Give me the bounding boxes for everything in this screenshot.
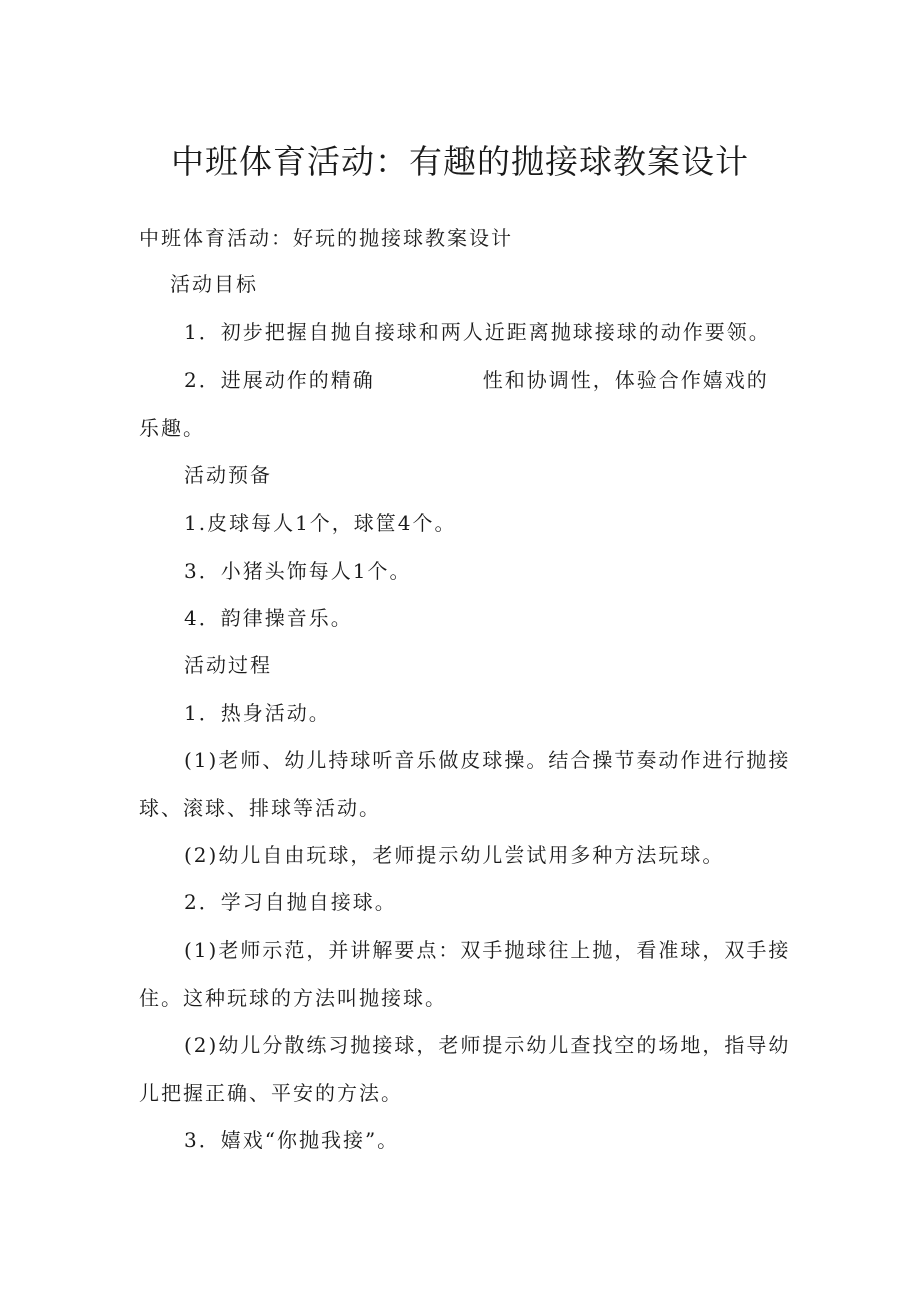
process-step-2-1-continuation: 住。这种玩球的方法叫抛接球。 xyxy=(139,986,447,1010)
document-title: 中班体育活动：有趣的抛接球教案设计 xyxy=(171,142,749,181)
section-heading-prep: 活动预备 xyxy=(184,463,272,487)
goal-item-2-part-a: 2．进展动作的精确 xyxy=(184,368,375,392)
goal-item-2 xyxy=(184,366,769,394)
prep-item-4: 4．韵律操音乐。 xyxy=(184,606,353,630)
process-step-3: 3．嬉戏“你抛我接”。 xyxy=(184,1128,400,1152)
process-step-1-2: (2)幼儿自由玩球，老师提示幼儿尝试用多种方法玩球。 xyxy=(184,843,725,867)
goal-item-2-part-b: 性和协调性，体验合作嬉戏的 xyxy=(482,368,769,392)
process-step-2-2: (2)幼儿分散练习抛接球，老师提示幼儿查找空的场地，指导幼 xyxy=(184,1033,791,1057)
section-heading-goals: 活动目标 xyxy=(170,272,258,296)
goal-item-2-continuation: 乐趣。 xyxy=(139,416,205,440)
process-step-1-1-continuation: 球、滚球、排球等活动。 xyxy=(139,796,381,820)
process-step-2: 2．学习自抛自接球。 xyxy=(184,890,397,914)
prep-item-1: 1.皮球每人1个，球筐4个。 xyxy=(184,511,457,535)
process-step-1: 1．热身活动。 xyxy=(184,701,331,725)
prep-item-3: 3．小猪头饰每人1个。 xyxy=(184,559,412,583)
goal-item-1: 1．初步把握自抛自接球和两人近距离抛球接球的动作要领。 xyxy=(184,320,771,344)
process-step-2-1: (1)老师示范，并讲解要点：双手抛球往上抛，看准球，双手接 xyxy=(184,938,791,962)
section-heading-process: 活动过程 xyxy=(184,653,272,677)
process-step-1-1: (1)老师、幼儿持球听音乐做皮球操。结合操节奏动作进行抛接 xyxy=(184,748,791,772)
document-subtitle: 中班体育活动：好玩的抛接球教案设计 xyxy=(139,226,513,250)
process-step-2-2-continuation: 儿把握正确、平安的方法。 xyxy=(139,1081,403,1105)
